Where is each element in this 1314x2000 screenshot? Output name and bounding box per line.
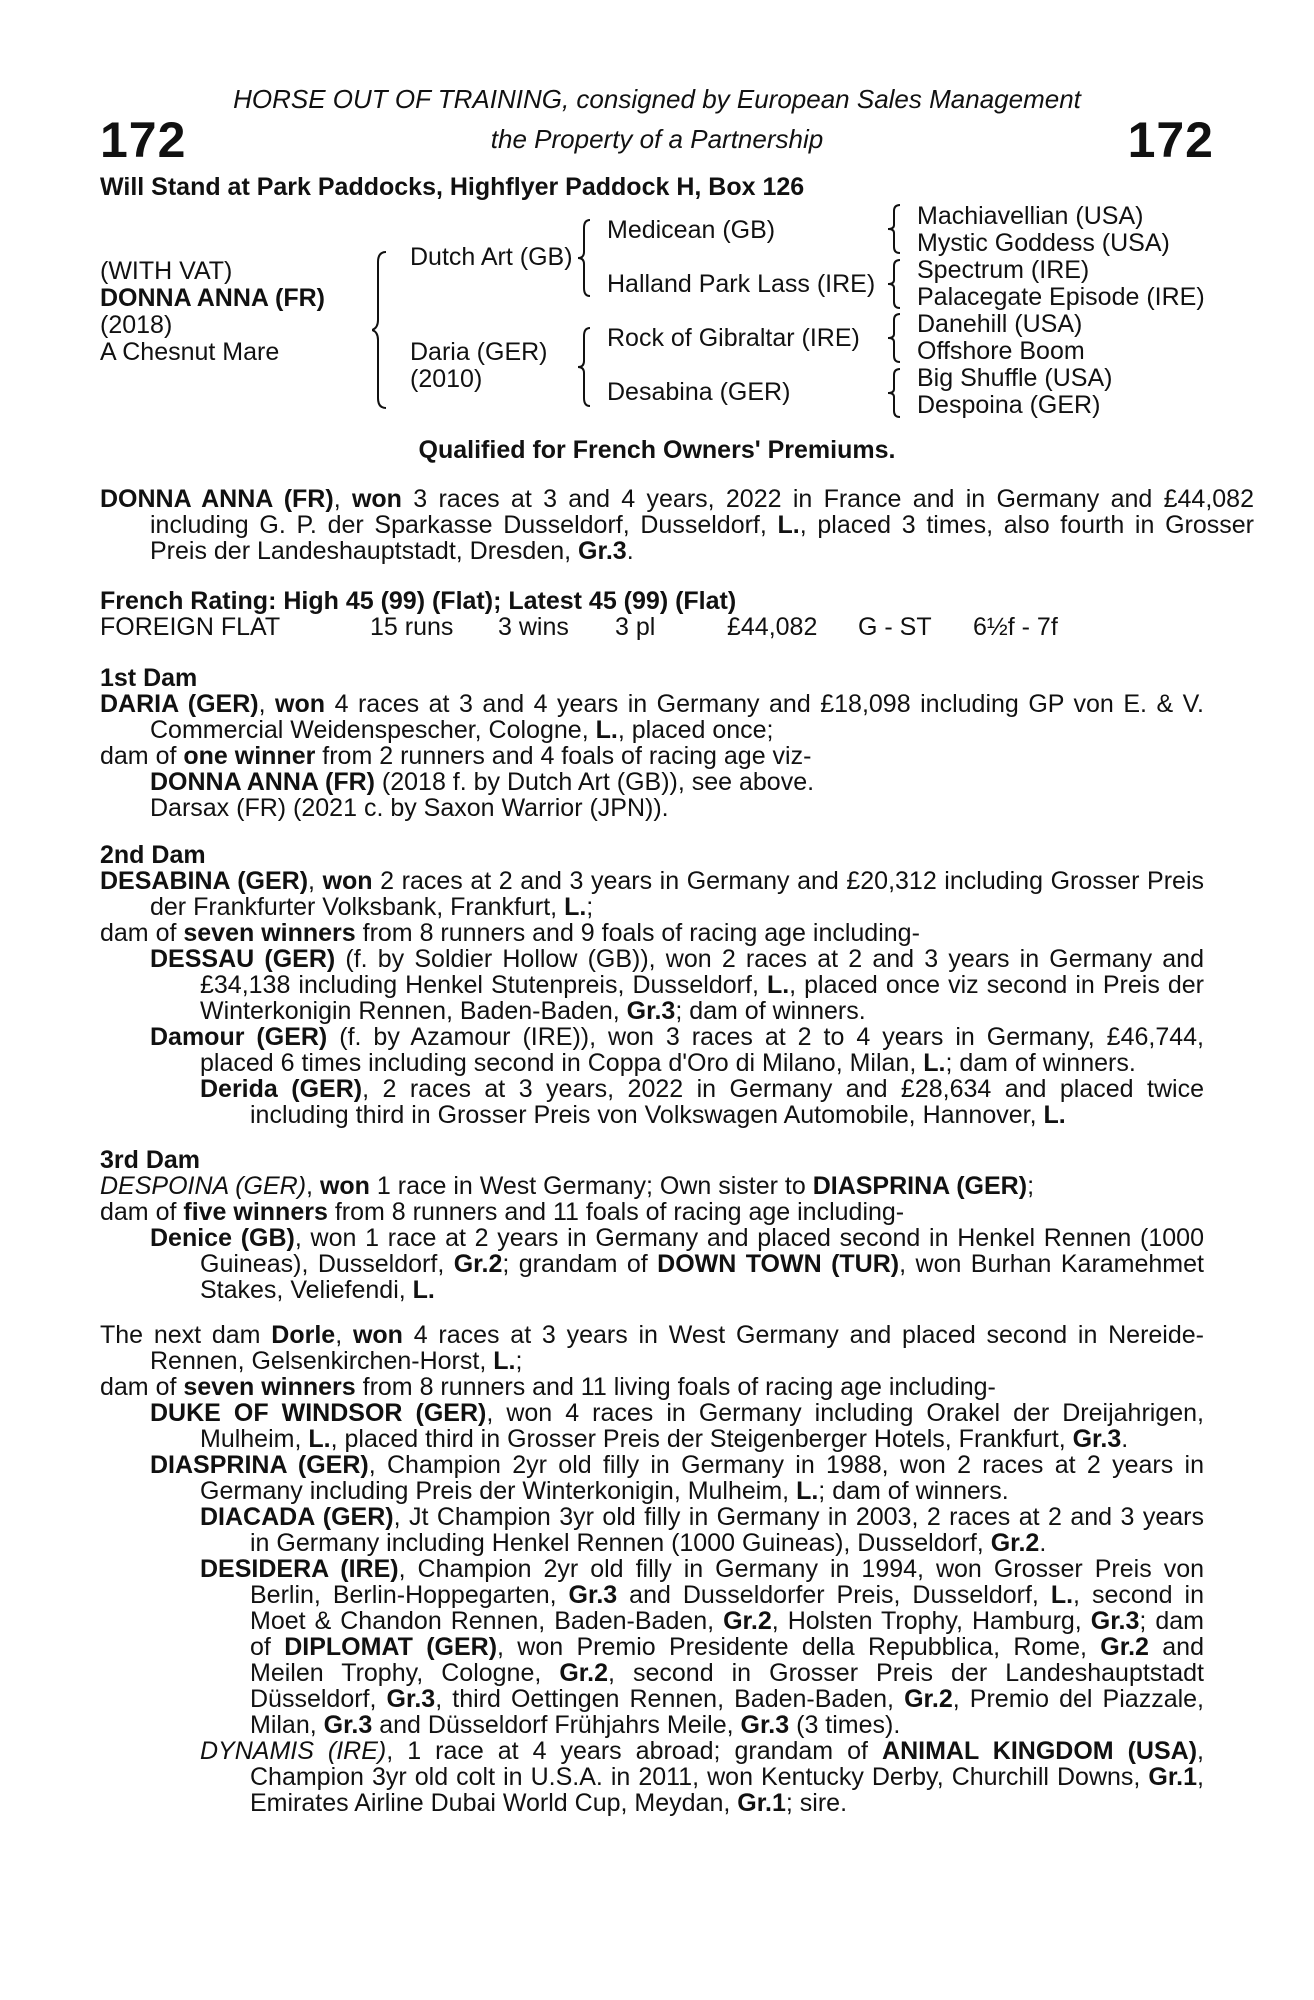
runner-paragraph: DONNA ANNA (FR), won 3 races at 3 and 4 years, 2022 in France and in Germany and £44,082 including G. P. der Sparkasse Dusseldorf, Dusseldorf, L., placed 3 times, also fourth in Grosser Preis der Landeshauptstadt, Dresden, Gr.3. <box>100 485 1254 565</box>
progeny-text: , Champion 2yr old filly in Germany in 1988, won 2 races at 2 years in Germany including Preis der Winterkonigin, Mulheim, <box>200 1451 1205 1505</box>
progeny-text: . <box>1121 1425 1129 1453</box>
third-dam-name: DESPOINA (GER) <box>100 1172 307 1200</box>
first-dam-heading: 1st Dam <box>100 664 198 692</box>
progeny-text: (3 times). <box>789 1711 901 1739</box>
winners-count: seven winners <box>183 1373 356 1401</box>
first-dam-paragraph: DARIA (GER), won 4 races at 3 and 4 years in Germany and £18,098 including GP von E. & V. Commercial Weidenspescher, Cologne, L., placed once; <box>100 690 1204 744</box>
next-dam-paragraph: The next dam Dorle, won 4 races at 3 years in West Germany and placed second in Nereide-Rennen, Gelsenkirchen-Horst, L.; <box>100 1321 1204 1375</box>
dam-text: dam of <box>100 742 184 770</box>
dam-text: ; <box>586 893 594 921</box>
record-going: G - ST <box>858 613 932 641</box>
dam-dam: Desabina (GER) <box>607 378 791 406</box>
third-dam-heading: 3rd Dam <box>100 1146 201 1174</box>
group-label: Gr.2 <box>723 1607 772 1635</box>
progeny-text: , 1 race at 4 years abroad; grandam of <box>386 1737 883 1765</box>
progeny-name: DUKE OF WINDSOR (GER) <box>150 1399 487 1427</box>
third-dam-section <box>100 1147 1204 1303</box>
group-label: Gr.1 <box>737 1789 786 1817</box>
progeny-entry <box>100 1400 1204 1452</box>
brace-ss <box>888 203 904 255</box>
rating-title: French Rating: High 45 (99) (Flat); Latest 45 (99) (Flat) <box>100 587 737 615</box>
progeny-text: , placed third in Grosser Preis der Steigenberger Hotels, Frankfurt, <box>330 1425 1073 1453</box>
progeny-name: Denice (GB) <box>150 1224 295 1252</box>
qualified-note: Qualified for French Owners' Premiums. <box>418 436 896 464</box>
record-earnings: £44,082 <box>727 613 818 641</box>
first-dam-produce <box>100 743 1204 769</box>
dam-text: 4 races at 3 years in West Germany and placed second in Nereide-Rennen, Gelsenkirchen-Horst, <box>150 1321 1204 1375</box>
progeny-text: , Jt Champion 3yr old filly in Germany in 2003, 2 races at 2 and 3 years in Germany including Henkel Rennen (1000 Guineas), Dusseldorf, <box>250 1503 1204 1557</box>
sire-dam: Halland Park Lass (IRE) <box>607 270 876 298</box>
progeny-text: , Emirates Airline Dubai World Cup, Meydan, <box>250 1763 1204 1817</box>
horse-year: (2018) <box>100 311 173 339</box>
brace-sd <box>888 258 904 310</box>
progeny-entry <box>100 1024 1204 1076</box>
progeny-text: , 2 races at 3 years, 2022 in Germany and £28,634 and placed twice including third in Grosser Preis von Volkswagen Automobile, Hannover, <box>250 1075 1204 1129</box>
progeny-text: ; dam of winners. <box>818 1477 1009 1505</box>
dam-text: from 8 runners and 11 foals of racing age including- <box>327 1198 905 1226</box>
sire-dam-sire: Spectrum (IRE) <box>917 256 1090 284</box>
sire-sire-sire: Machiavellian (USA) <box>917 202 1144 230</box>
second-dam-heading: 2nd Dam <box>100 841 206 869</box>
won-label: won <box>322 867 373 895</box>
progeny-entry <box>100 795 1204 821</box>
dam-text: ; <box>515 1347 523 1375</box>
dam-text: 2 races at 2 and 3 years in Germany and £20,312 including Grosser Preis der Frankfurter Volksbank, Frankfurt, <box>150 867 1204 921</box>
dam-sire: Rock of Gibraltar (IRE) <box>607 324 860 352</box>
won-label: won <box>351 485 402 513</box>
first-dam-section <box>100 665 1204 821</box>
progeny-text: ; dam of winners. <box>675 997 866 1025</box>
progeny-text: , second in Grosser Preis der Landeshauptstadt Düsseldorf, <box>250 1659 1204 1713</box>
dam-text: , placed once; <box>617 716 774 744</box>
progeny-name: DONNA ANNA (FR) <box>150 768 375 796</box>
dam-year: (2010) <box>410 365 483 393</box>
group-label: Gr.2 <box>1100 1633 1149 1661</box>
listed-label: L. <box>796 1477 819 1505</box>
sire: Dutch Art (GB) <box>410 243 573 271</box>
progeny-text: ; dam of winners. <box>945 1049 1136 1077</box>
lot-number-right: 172 <box>1127 112 1214 168</box>
progeny-text: (f. by Soldier Hollow (GB)), won 2 races at 2 and 3 years in Germany and £34,138 including Henkel Stutenpreis, Dusseldorf, <box>200 945 1204 999</box>
group-label: Gr.1 <box>1148 1763 1198 1791</box>
dam-text: The next dam <box>100 1321 272 1349</box>
progeny-text: , second in Moet & Chandon Rennen, Baden-Baden, <box>250 1581 1204 1635</box>
dam-text: dam of <box>100 919 184 947</box>
progeny-text: , won 4 races in Germany including Orakel der Dreijahrigen, Mulheim, <box>200 1399 1204 1453</box>
runner-text: 3 races at 3 and 4 years, 2022 in France and in Germany and £44,082 including G. P. der Sparkasse Dusseldorf, Dusseldorf, <box>150 485 1254 539</box>
group-label: Gr.2 <box>559 1659 608 1687</box>
group-label: Gr.3 <box>626 997 676 1025</box>
horse-description: A Chesnut Mare <box>100 338 280 366</box>
progeny-text: , won Burhan Karamehmet Stakes, Veliefendi, <box>200 1250 1204 1304</box>
winners-count: five winners <box>183 1198 328 1226</box>
progeny-text: Darsax (FR) (2021 c. by Saxon Warrior (JPN)). <box>150 794 669 822</box>
horse-name: DONNA ANNA (FR) <box>100 284 325 312</box>
dam-dam-sire: Big Shuffle (USA) <box>917 364 1113 392</box>
grandam-of-name: ANIMAL KINGDOM (USA) <box>882 1737 1198 1765</box>
first-dam-name: DARIA (GER) <box>100 690 259 718</box>
progeny-entry <box>100 1504 1204 1556</box>
won-label: won <box>319 1172 370 1200</box>
progeny-text: ; grandam of <box>502 1250 658 1278</box>
progeny-text: , Premio del Piazzale, Milan, <box>250 1685 1204 1739</box>
dam-text: from 2 runners and 4 foals of racing age viz- <box>315 742 812 770</box>
brace-sire <box>578 218 594 298</box>
brace-dam <box>578 326 594 408</box>
race-record-row <box>100 614 1204 640</box>
dam-text: from 8 runners and 11 living foals of racing age including- <box>355 1373 996 1401</box>
consignment-line: HORSE OUT OF TRAINING, consigned by European Sales Management <box>233 84 1081 114</box>
record-wins: 3 wins <box>498 613 569 641</box>
record-placed: 3 pl <box>615 613 656 641</box>
progeny-entry <box>100 1738 1204 1816</box>
group-label: Gr.3 <box>578 537 627 565</box>
progeny-text: (f. by Azamour (IRE)), won 3 races at 2 to 4 years in Germany, £46,744, placed 6 times including second in Coppa d'Oro di Milano, Milan, <box>200 1023 1204 1077</box>
progeny-entry <box>100 946 1204 1024</box>
progeny-text: , Champion 3yr old colt in U.S.A. in 2011, won Kentucky Derby, Churchill Downs, <box>250 1737 1204 1791</box>
progeny-name: DESSAU (GER) <box>150 945 336 973</box>
group-label: Gr.2 <box>904 1685 953 1713</box>
progeny-text: , third Oettingen Rennen, Baden-Baden, <box>435 1685 905 1713</box>
vat-label: (WITH VAT) <box>100 257 233 285</box>
dam-text: dam of <box>100 1373 184 1401</box>
listed-label: L. <box>777 511 800 539</box>
winners-count: seven winners <box>183 919 356 947</box>
group-label: Gr.3 <box>386 1685 436 1713</box>
progeny-text: (2018 f. by Dutch Art (GB)), see above. <box>374 768 815 796</box>
group-label: Gr.3 <box>1072 1425 1122 1453</box>
runner-text: . <box>626 537 634 565</box>
progeny-text: and Meilen Trophy, Cologne, <box>250 1633 1204 1687</box>
dam-text: 4 races at 3 and 4 years in Germany and £18,098 including GP von E. & V. Commercial Weidenspescher, Cologne, <box>150 690 1204 744</box>
lot-number-left: 172 <box>100 112 187 168</box>
listed-label: L. <box>493 1347 516 1375</box>
sister-name: DIASPRINA (GER) <box>812 1172 1028 1200</box>
progeny-text: , placed once viz second in Preis der Winterkonigin Rennen, Baden-Baden, <box>200 971 1204 1025</box>
listed-label: L. <box>1043 1101 1066 1129</box>
third-dam-paragraph: DESPOINA (GER), won 1 race in West Germany; Own sister to DIASPRINA (GER); <box>100 1172 1035 1200</box>
progeny-text: . <box>1039 1529 1047 1557</box>
group-label: Gr.2 <box>453 1250 503 1278</box>
next-dam-produce <box>100 1374 1204 1400</box>
progeny-text: , Holsten Trophy, Hamburg, <box>771 1607 1091 1635</box>
progeny-text: , won 1 race at 2 years in Germany and placed second in Henkel Rennen (1000 Guineas), Dusseldorf, <box>200 1224 1204 1278</box>
progeny-name: DESIDERA (IRE) <box>200 1555 399 1583</box>
sire-dam-dam: Palacegate Episode (IRE) <box>917 283 1205 311</box>
second-dam-paragraph: DESABINA (GER), won 2 races at 2 and 3 years in Germany and £20,312 including Grosser Preis der Frankfurter Volksbank, Frankfurt, L.; <box>100 867 1204 921</box>
third-dam-produce <box>100 1199 1204 1225</box>
dam-dam-dam: Despoina (GER) <box>917 391 1101 419</box>
sire-sire-dam: Mystic Goddess (USA) <box>917 229 1170 257</box>
listed-label: L. <box>564 893 587 921</box>
next-dam-section <box>100 1322 1204 1816</box>
progeny-name: DIASPRINA (GER) <box>150 1451 369 1479</box>
listed-label: L. <box>412 1276 435 1304</box>
won-label: won <box>352 1321 403 1349</box>
dam-text: 1 race in West Germany; Own sister to <box>369 1172 813 1200</box>
dam-sire-dam: Offshore Boom <box>917 337 1085 365</box>
dam-of-name: DIPLOMAT (GER) <box>284 1633 498 1661</box>
progeny-text: ; sire. <box>785 1789 848 1817</box>
progeny-text: , won Premio Presidente della Repubblica, Rome, <box>497 1633 1101 1661</box>
group-label: Gr.3 <box>323 1711 373 1739</box>
progeny-name: DYNAMIS (IRE) <box>200 1737 387 1765</box>
listed-label: L. <box>766 971 790 999</box>
record-type: FOREIGN FLAT <box>100 613 281 641</box>
listed-label: L. <box>308 1425 331 1453</box>
progeny-entry <box>100 1452 1204 1504</box>
progeny-entry <box>100 1556 1204 1738</box>
property-line: the Property of a Partnership <box>490 124 824 154</box>
listed-label: L. <box>923 1049 946 1077</box>
record-runs: 15 runs <box>370 613 454 641</box>
runner-name: DONNA ANNA (FR) <box>100 485 334 513</box>
grandam-of-name: DOWN TOWN (TUR) <box>657 1250 900 1278</box>
group-label: Gr.2 <box>990 1529 1040 1557</box>
record-distance: 6½f - 7f <box>973 613 1058 641</box>
dam-text: dam of <box>100 1198 184 1226</box>
progeny-entry <box>100 769 1204 795</box>
listed-label: L. <box>595 716 618 744</box>
progeny-text: , Champion 2yr old filly in Germany in 1994, won Grosser Preis von Berlin, Berlin-Hoppegarten, <box>250 1555 1205 1609</box>
stabling-line: Will Stand at Park Paddocks, Highflyer Paddock H, Box 126 <box>100 173 805 201</box>
runner-text: , placed 3 times, also fourth in Grosser Preis der Landeshauptstadt, Dresden, <box>150 511 1254 565</box>
sire-sire: Medicean (GB) <box>607 216 776 244</box>
dam-text: ; <box>1027 1172 1035 1200</box>
second-dam-name: DESABINA (GER) <box>100 867 309 895</box>
group-label: Gr.3 <box>568 1581 618 1609</box>
brace-dd <box>888 367 904 419</box>
progeny-name: Derida (GER) <box>200 1075 363 1103</box>
next-dam-name: Dorle <box>271 1321 336 1349</box>
group-label: Gr.3 <box>740 1711 790 1739</box>
listed-label: L. <box>1050 1581 1074 1609</box>
progeny-entry <box>100 1225 1204 1303</box>
winners-count: one winner <box>183 742 316 770</box>
progeny-name: DIACADA (GER) <box>200 1503 394 1531</box>
won-label: won <box>275 690 326 718</box>
progeny-name: Damour (GER) <box>150 1023 328 1051</box>
progeny-entry <box>100 1076 1204 1128</box>
dam-text: from 8 runners and 9 foals of racing age including- <box>355 919 920 947</box>
dam: Daria (GER) <box>410 338 548 366</box>
progeny-text: and Düsseldorf Frühjahrs Meile, <box>372 1711 741 1739</box>
brace-ds <box>888 312 904 364</box>
second-dam-section <box>100 842 1204 1128</box>
brace-horse <box>372 250 392 410</box>
progeny-text: ; dam of <box>250 1607 1204 1661</box>
dam-sire-sire: Danehill (USA) <box>917 310 1083 338</box>
group-label: Gr.3 <box>1090 1607 1140 1635</box>
progeny-text: and Dusseldorfer Preis, Dusseldorf, <box>617 1581 1051 1609</box>
second-dam-produce <box>100 920 1204 946</box>
